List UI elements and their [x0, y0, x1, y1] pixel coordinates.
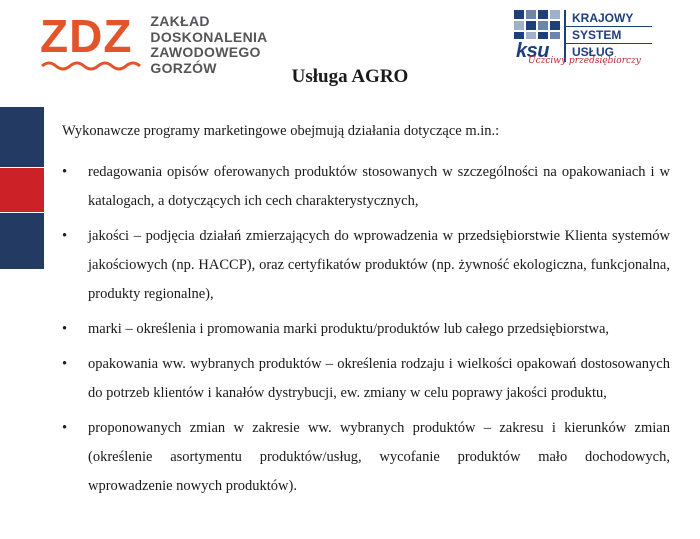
list-item — [62, 350, 670, 408]
slide-body — [62, 122, 670, 501]
bullet-icon: • — [62, 420, 68, 436]
ksu-logo-text — [564, 10, 652, 62]
list-item-text: opakowania ww. wybranych produktów – określenia rodzaju i wielkości opakowań dostosowanych do potrzeb klientów i kanałów dystrybucji, ew. zmiany w celu poprawy jakości produktu, — [88, 356, 670, 401]
side-strip-top — [0, 107, 44, 167]
bullet-icon: • — [62, 228, 68, 244]
list-item-text: jakości – podjęcia działań zmierzających do wprowadzenia w przedsiębiorstwie Klienta systemów jakościowych (np. HACCP), oraz certyfikatów produktów (np. żywność ekologiczna, funkcjonalna, produkty regionalne), — [88, 228, 670, 302]
side-strip-bottom — [0, 213, 44, 269]
ksu-logo — [514, 10, 674, 72]
zdz-logo-mark: ZDZ — [40, 16, 132, 56]
ksu-logo-line: SYSTEM — [566, 27, 652, 44]
bullet-icon: • — [62, 356, 68, 372]
zdz-logo-line: ZAWODOWEGO — [150, 44, 261, 60]
zdz-logo-line: ZAKŁAD — [150, 13, 210, 29]
slide-title: Usługa AGRO — [291, 66, 409, 87]
list-item — [62, 158, 670, 216]
side-strip-middle — [0, 168, 44, 212]
list-item — [62, 315, 670, 344]
bullet-icon: • — [62, 164, 68, 180]
list-item — [62, 222, 670, 309]
ksu-slogan: Uczciwy przedsiębiorczy — [528, 56, 641, 66]
list-item-text: marki – określenia i promowania marki produktu/produktów lub całego przedsiębiorstwa, — [88, 321, 610, 337]
list-item-text: proponowanych zmian w zakresie ww. wybranych produktów – zakresu i kierunków zmian (określenie asortymentu produktów/usług, wycofanie produktów mało dochodowych, wprowadzenie nowych produktów). — [88, 420, 670, 494]
zdz-logo-line: DOSKONALENIA — [150, 28, 268, 45]
list-item — [62, 414, 670, 501]
bullet-icon: • — [62, 321, 68, 337]
ksu-logo-mark: ksu — [516, 40, 549, 62]
ksu-logo-line: USŁUG — [572, 45, 614, 59]
ksu-logo-line: KRAJOWY — [566, 10, 652, 27]
list-item-text: redagowania opisów oferowanych produktów stosowanych w szczególności na opakowaniach i w katalogach, a dotyczących ich cech charakterystycznych, — [88, 164, 670, 209]
intro-text: Wykonawcze programy marketingowe obejmują działania dotyczące m.in.: — [62, 123, 500, 139]
zdz-logo-line: GORZÓW — [150, 59, 217, 76]
